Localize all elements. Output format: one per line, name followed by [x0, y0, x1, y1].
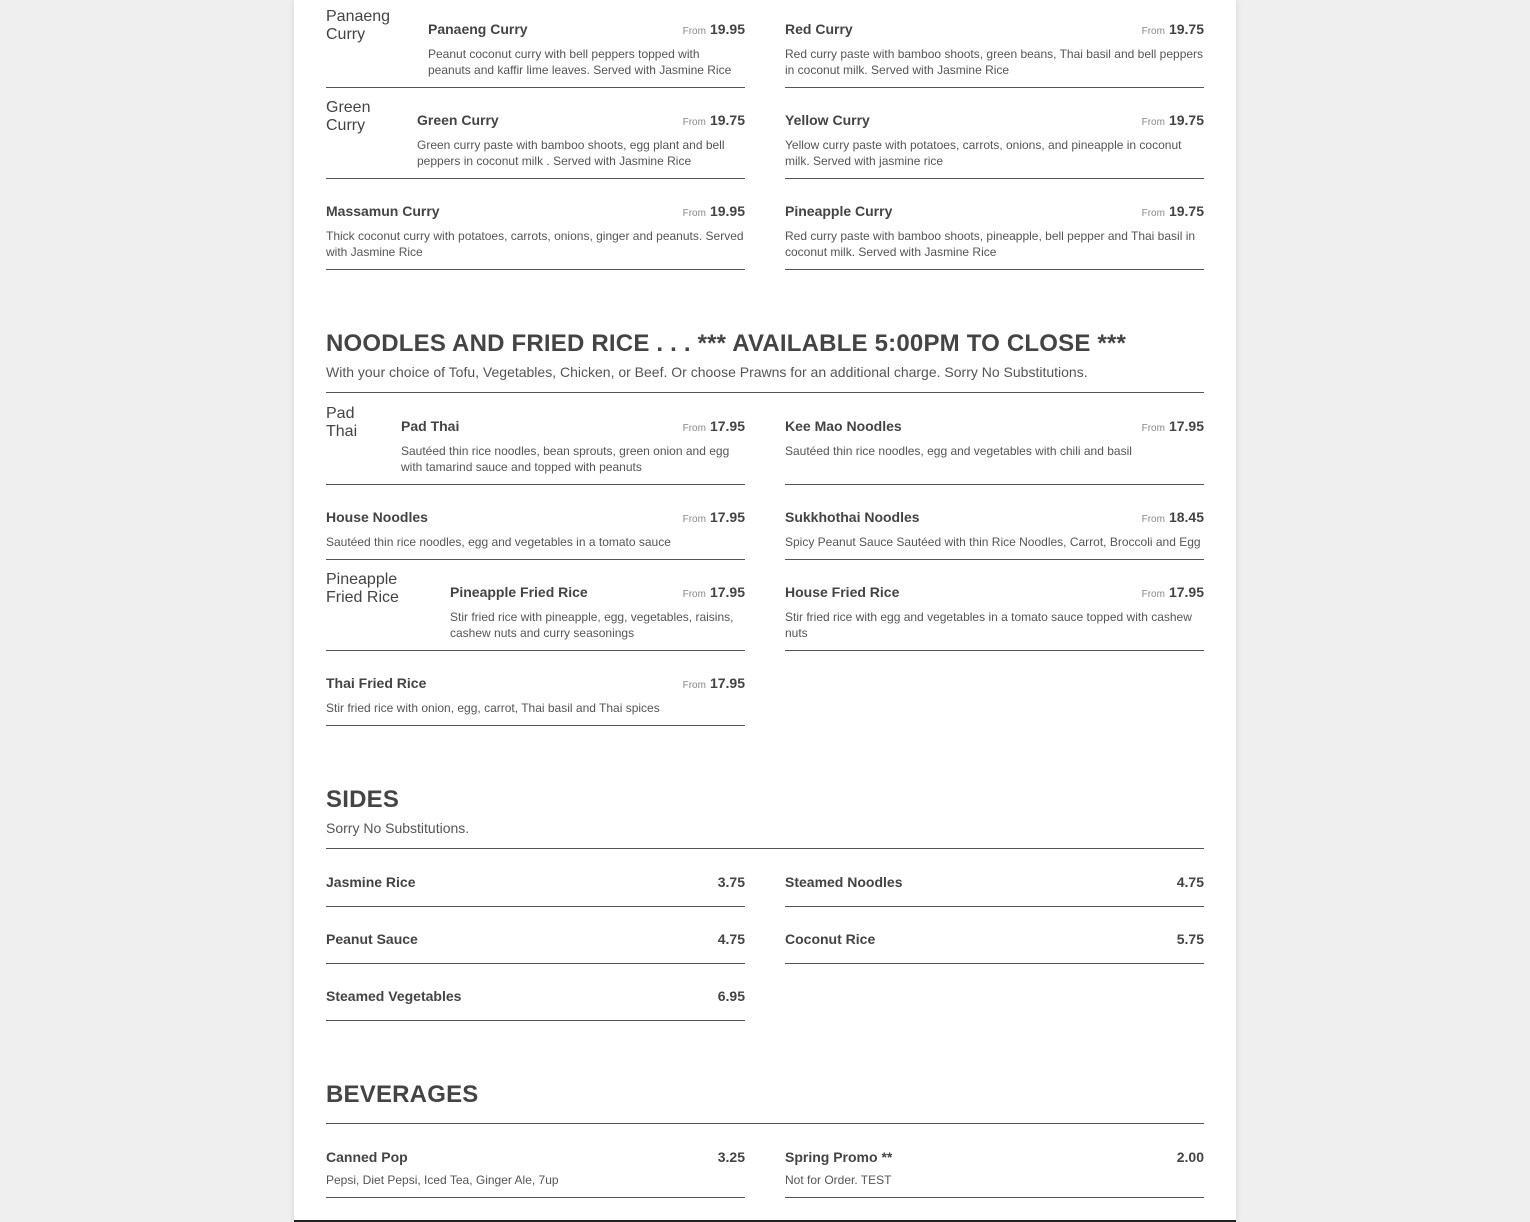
item-price: From 17.95 — [1141, 584, 1204, 600]
sides-section-subtitle: Sorry No Substitutions. — [326, 820, 470, 836]
item-price: From 17.95 — [682, 418, 745, 434]
item-price: From 17.95 — [1141, 418, 1204, 434]
item-price: From 19.95 — [682, 21, 745, 37]
item-name: Green Curry — [417, 112, 499, 128]
item-name: Canned Pop — [326, 1149, 408, 1165]
section-divider — [326, 848, 1204, 849]
pad-thai-image: Pad Thai — [326, 405, 358, 440]
menu-item-pad-thai[interactable] — [326, 405, 745, 485]
menu-item-coconut-rice[interactable] — [785, 913, 1204, 964]
menu-item-thai-fried-rice[interactable] — [326, 662, 745, 726]
item-name: Peanut Sauce — [326, 931, 418, 947]
item-price: 6.95 — [717, 988, 745, 1004]
item-price: From 19.75 — [1141, 203, 1204, 219]
item-price: 3.25 — [717, 1149, 745, 1165]
menu-page — [294, 0, 1236, 1222]
menu-item-yellow-curry[interactable] — [785, 99, 1204, 179]
item-name: Pineapple Fried Rice — [450, 584, 588, 600]
item-price: 2.00 — [1176, 1149, 1204, 1165]
item-name: Red Curry — [785, 21, 853, 37]
item-name: Spring Promo ** — [785, 1149, 893, 1165]
item-name: Massamun Curry — [326, 203, 440, 219]
menu-item-steamed-noodles[interactable] — [785, 856, 1204, 907]
item-price: From 17.95 — [682, 509, 745, 525]
item-price: From 19.75 — [1141, 21, 1204, 37]
item-description: Sautéed thin rice noodles, bean sprouts, green onion and egg with tamarind sauce and topped with peanuts — [401, 444, 730, 474]
pineapple-fried-rice-image: Pineapple Fried Rice — [326, 571, 399, 606]
item-description: Stir fried rice with onion, egg, carrot, Thai basil and Thai spices — [326, 701, 660, 715]
menu-item-sukkhothai-noodles[interactable] — [785, 496, 1204, 560]
item-name: Thai Fried Rice — [326, 675, 427, 691]
section-divider — [326, 1123, 1204, 1124]
item-description: Yellow curry paste with potatoes, carrots, onions, and pineapple in coconut milk. Served with jasmine rice — [785, 138, 1182, 168]
item-description: Stir fried rice with egg and vegetables in a tomato sauce topped with cashew nuts — [785, 610, 1192, 640]
item-description: Spicy Peanut Sauce Sautéed with thin Rice Noodles, Carrot, Broccoli and Egg — [785, 535, 1201, 549]
noodles-section-subtitle: With your choice of Tofu, Vegetables, Chicken, or Beef. Or choose Prawns for an additional charge. Sorry No Substitutions. — [326, 364, 1088, 380]
item-name: Kee Mao Noodles — [785, 418, 902, 434]
item-name: House Noodles — [326, 509, 428, 525]
menu-item-steamed-vegetables[interactable] — [326, 970, 745, 1021]
item-description: Peanut coconut curry with bell peppers topped with peanuts and kaffir lime leaves. Served with Jasmine Rice — [428, 47, 732, 77]
item-name: Jasmine Rice — [326, 874, 416, 890]
noodles-section-title: NOODLES AND FRIED RICE . . . *** AVAILABLE 5:00PM TO CLOSE *** — [326, 330, 1127, 357]
item-description: Thick coconut curry with potatoes, carrots, onions, ginger and peanuts. Served with Jasmine Rice — [326, 229, 744, 259]
item-description: Green curry paste with bamboo shoots, egg plant and bell peppers in coconut milk . Served with Jasmine Rice — [417, 138, 725, 168]
sides-section-title: SIDES — [326, 786, 400, 813]
item-price: From 18.45 — [1141, 509, 1204, 525]
item-price: From 17.95 — [682, 584, 745, 600]
item-name: Steamed Vegetables — [326, 988, 462, 1004]
item-name: Steamed Noodles — [785, 874, 903, 890]
menu-item-massamun-curry[interactable] — [326, 190, 745, 270]
item-price: From 19.75 — [682, 112, 745, 128]
green-curry-image: Green Curry — [326, 99, 371, 134]
item-description: Sautéed thin rice noodles, egg and vegetables in a tomato sauce — [326, 535, 671, 549]
menu-item-panaeng-curry[interactable] — [326, 8, 745, 88]
menu-item-kee-mao-noodles[interactable] — [785, 405, 1204, 485]
item-name: Yellow Curry — [785, 112, 870, 128]
item-price: From 19.75 — [1141, 112, 1204, 128]
item-name: Pineapple Curry — [785, 203, 893, 219]
beverages-section-title: BEVERAGES — [326, 1081, 479, 1108]
item-name: Coconut Rice — [785, 931, 876, 947]
menu-item-pineapple-curry[interactable] — [785, 190, 1204, 270]
item-name: House Fried Rice — [785, 584, 900, 600]
item-name: Pad Thai — [401, 418, 460, 434]
item-name: Panaeng Curry — [428, 21, 528, 37]
menu-item-red-curry[interactable] — [785, 8, 1204, 88]
item-price: 4.75 — [1176, 874, 1204, 890]
item-description: Red curry paste with bamboo shoots, green beans, Thai basil and bell peppers in coconut milk. Served with Jasmine Rice — [785, 47, 1204, 77]
menu-item-house-noodles[interactable] — [326, 496, 745, 560]
item-description: Red curry paste with bamboo shoots, pineapple, bell pepper and Thai basil in coconut milk. Served with Jasmine Rice — [785, 229, 1196, 259]
menu-item-spring-promo[interactable] — [785, 1130, 1204, 1198]
item-price: 3.75 — [717, 874, 745, 890]
menu-item-house-fried-rice[interactable] — [785, 571, 1204, 651]
item-price: From 17.95 — [682, 675, 745, 691]
item-description: Pepsi, Diet Pepsi, Iced Tea, Ginger Ale, 7up — [326, 1173, 559, 1187]
item-description: Sautéed thin rice noodles, egg and vegetables with chili and basil — [785, 444, 1132, 458]
menu-item-pineapple-fried-rice[interactable] — [326, 571, 745, 651]
menu-item-jasmine-rice[interactable] — [326, 856, 745, 907]
menu-item-canned-pop[interactable] — [326, 1130, 745, 1198]
menu-item-peanut-sauce[interactable] — [326, 913, 745, 964]
item-price: From 19.95 — [682, 203, 745, 219]
section-divider — [326, 392, 1204, 393]
item-description: Stir fried rice with pineapple, egg, vegetables, raisins, cashew nuts and curry seasonings — [450, 610, 734, 640]
item-price: 4.75 — [717, 931, 745, 947]
menu-item-green-curry[interactable] — [326, 99, 745, 179]
panaeng-curry-image: Panaeng Curry — [326, 8, 391, 43]
item-price: 5.75 — [1176, 931, 1204, 947]
item-name: Sukkhothai Noodles — [785, 509, 920, 525]
item-description: Not for Order. TEST — [785, 1173, 892, 1187]
